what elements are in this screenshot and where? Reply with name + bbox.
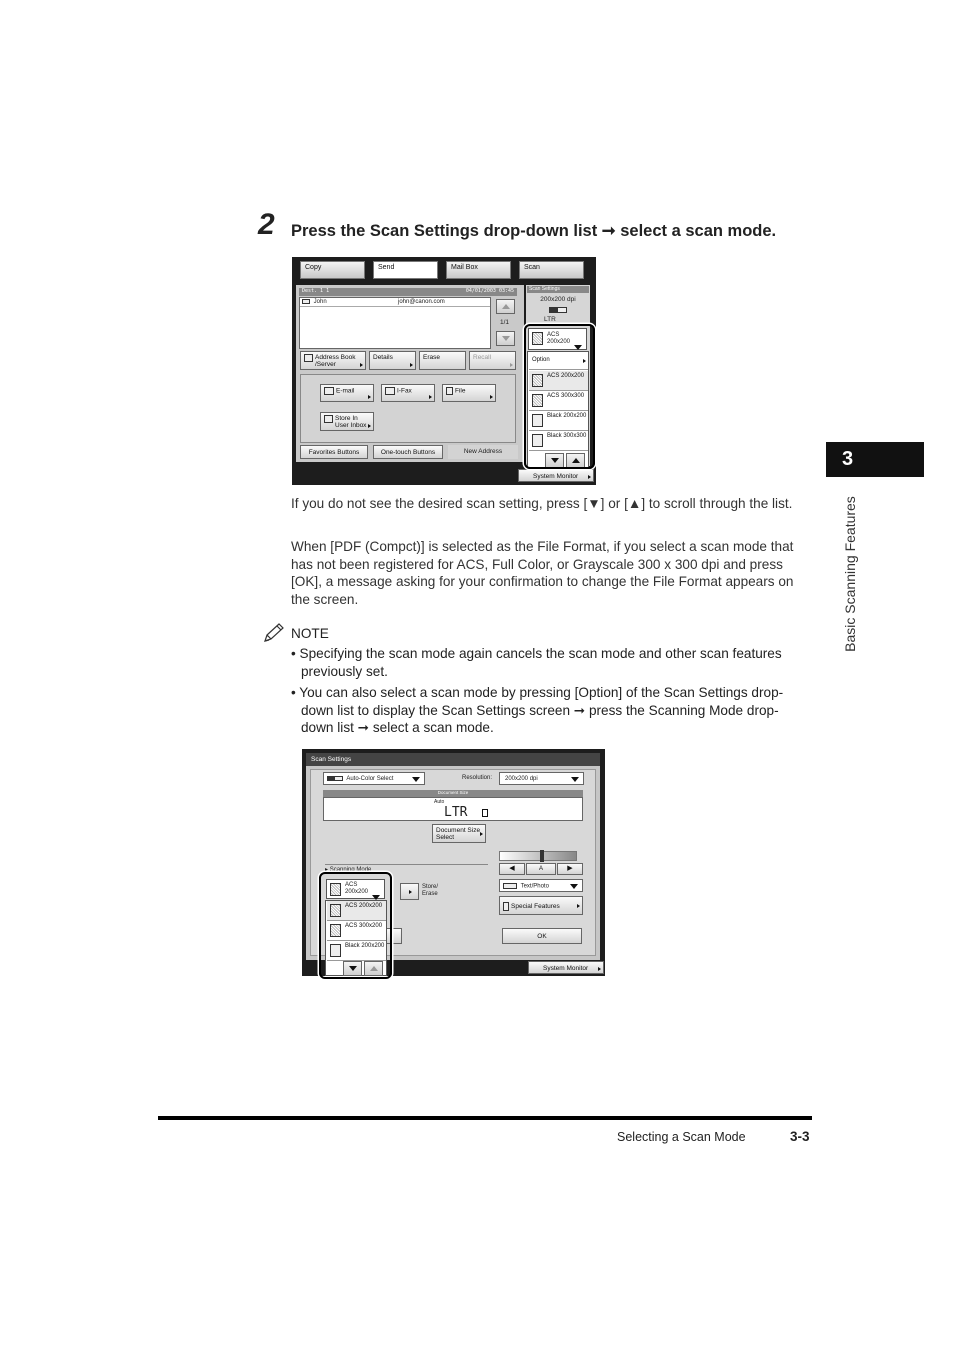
image-type-label: Text/Photo — [520, 883, 549, 890]
document-size-select-label: Document Size Select — [436, 827, 481, 841]
address-book-button[interactable] — [300, 351, 366, 370]
destination-list — [299, 297, 491, 349]
mode-label: ACS 300x300 — [547, 393, 585, 399]
dest-address: john@canon.com — [398, 299, 445, 305]
tab-scan[interactable] — [519, 261, 584, 279]
store-in-inbox-button[interactable] — [320, 412, 374, 431]
mode-label: ACS 200x200 — [345, 903, 383, 909]
system-monitor-label: System Monitor — [543, 965, 589, 972]
tab-send-label: Send — [378, 264, 395, 271]
portrait-icon — [482, 809, 488, 817]
selected-mode-label: ACS 200x200 — [547, 332, 571, 345]
page-counter: 1/1 — [500, 319, 510, 326]
chevron-down-icon — [412, 777, 420, 782]
exposure-auto-label: A — [538, 866, 543, 872]
one-touch-buttons-tab[interactable] — [373, 445, 443, 459]
exposure-scale — [499, 851, 577, 861]
option-label: Option — [532, 357, 550, 363]
note-bullet: • Specifying the scan mode again cancels the scan mode and other scan features previously set. — [291, 646, 782, 679]
note-bullet-text: You can also select a scan mode by pressing [Option] of the Scan Settings drop-down list to display the Scan Settings screen ➞ press the Scanning Mode drop-down list ➞ select a scan mode. — [299, 685, 784, 735]
document-size-header: Document Size — [323, 790, 583, 797]
email-label: E-mail — [336, 387, 355, 395]
list-scroll-down-button[interactable] — [496, 331, 515, 346]
favorites-buttons-tab[interactable] — [300, 445, 368, 459]
list-scroll-up-button[interactable] — [496, 299, 515, 314]
chevron-down-icon — [571, 777, 579, 782]
tab-mail-box[interactable] — [446, 261, 511, 279]
color-mode-icon — [549, 307, 567, 313]
tab-copy[interactable] — [300, 261, 365, 279]
erase-button[interactable] — [419, 351, 466, 370]
size-readout: LTR — [544, 316, 556, 323]
step-instruction: Press the Scan Settings drop-down list ➞ select a scan mode. — [291, 222, 777, 240]
footer-title: Selecting a Scan Mode — [617, 1130, 746, 1144]
chevron-down-icon — [570, 884, 578, 889]
document-size-display — [323, 797, 583, 821]
mode-label: Black 200x200 — [547, 413, 587, 419]
dest-count: Dest. 1 1 — [302, 288, 330, 294]
tab-mail-box-label: Mail Box — [451, 264, 478, 271]
exposure-marker — [540, 850, 544, 862]
dest-name: John — [313, 299, 327, 306]
envelope-icon — [324, 387, 334, 395]
store-erase-label: Store/ Erase — [422, 884, 439, 897]
color-mode-icon — [327, 776, 343, 781]
note-bullet-text: Specifying the scan mode again cancels the scan mode and other scan features previously set. — [299, 646, 782, 679]
resolution-readout: 200x200 dpi — [540, 296, 576, 303]
selected-mode-label: ACS 200x200 — [345, 882, 369, 895]
auto-label: Auto — [434, 799, 445, 805]
mode-label: ACS 200x200 — [547, 373, 585, 379]
footer-rule — [158, 1116, 812, 1120]
recall-button[interactable] — [469, 351, 516, 370]
note-bullet: • You can also select a scan mode by pressing [Option] of the Scan Settings drop-down list to display the Scan Settings screen ➞ press the Scanning Mode drop-down list ➞ select a scan mode. — [291, 685, 784, 735]
new-address-tab[interactable] — [448, 445, 518, 459]
tab-copy-label: Copy — [305, 264, 322, 271]
inbox-icon — [324, 415, 333, 423]
section-label: Basic Scanning Features — [842, 496, 858, 652]
favorites-label: Favorites Buttons — [308, 449, 360, 456]
new-address-label: New Address — [463, 448, 503, 455]
dialog-title: Scan Settings — [306, 753, 600, 766]
ifax-button[interactable] — [381, 384, 435, 402]
mode-label: Black 300x300 — [547, 433, 587, 439]
email-icon — [302, 299, 310, 304]
store-inbox-label: Store In User Inbox — [335, 415, 367, 429]
document-size-value: LTR — [444, 805, 468, 820]
special-features-icon — [503, 902, 509, 911]
ok-label: OK — [537, 933, 547, 940]
store-erase-button[interactable] — [400, 883, 419, 900]
resolution-value: 200x200 dpi — [505, 776, 538, 782]
address-book-label: Address Book /Server — [315, 354, 356, 368]
exposure-auto-button[interactable] — [526, 863, 556, 875]
color-select-dropdown[interactable] — [323, 772, 425, 785]
file-label: File — [455, 387, 466, 395]
highlight-frame — [524, 324, 595, 469]
date-time: 04/01/2003 03:45 — [465, 288, 514, 294]
resolution-label: Resolution: — [462, 775, 493, 781]
special-features-label: Special Features — [511, 903, 560, 911]
mode-label: ACS 300x200 — [345, 923, 383, 929]
down-arrow-icon — [502, 336, 510, 341]
system-monitor-button[interactable] — [518, 469, 594, 482]
send-panel — [296, 285, 524, 462]
up-arrow-icon — [502, 304, 510, 309]
recall-label: Recall — [473, 354, 492, 361]
system-monitor-label: System Monitor — [533, 473, 579, 480]
image-type-dropdown[interactable] — [499, 879, 583, 892]
scanning-mode-label: ▸ Scanning Mode — [325, 864, 488, 873]
address-book-icon — [304, 354, 313, 362]
scan-settings-title: Scan Settings — [527, 286, 589, 293]
mode-label: Black 200x200 — [345, 943, 385, 949]
dest-header — [299, 288, 517, 296]
chapter-tab: 3 — [826, 442, 924, 477]
file-button[interactable] — [442, 384, 496, 402]
one-touch-label: One-touch Buttons — [380, 449, 436, 456]
exposure-darker-button[interactable]: ▶ — [557, 863, 583, 875]
email-button[interactable] — [320, 384, 374, 402]
text-photo-icon — [503, 883, 517, 889]
destination-row[interactable] — [300, 298, 490, 307]
file-icon — [446, 387, 453, 395]
details-button[interactable] — [369, 351, 416, 370]
ifax-label: I-Fax — [397, 387, 412, 395]
step-number: 2 — [258, 208, 275, 241]
details-label: Details — [373, 354, 393, 361]
tab-scan-label: Scan — [524, 264, 540, 271]
tab-send[interactable] — [373, 261, 438, 279]
page-number: 3-3 — [790, 1129, 810, 1144]
highlight-frame — [319, 872, 392, 979]
note-heading: NOTE — [291, 626, 329, 641]
special-features-button[interactable] — [499, 896, 583, 915]
exposure-lighter-button[interactable]: ◀ — [499, 863, 525, 875]
resolution-dropdown[interactable] — [499, 772, 584, 785]
erase-label: Erase — [423, 354, 440, 361]
paragraph: If you do not see the desired scan setting, press [▼] or [▲] to scroll through the list. — [291, 496, 793, 511]
color-select-label: Auto-Color Select — [346, 776, 394, 783]
pencil-icon — [262, 622, 286, 644]
ok-button[interactable] — [502, 928, 582, 944]
system-monitor-button[interactable] — [528, 961, 604, 974]
paragraph: When [PDF (Compct)] is selected as the File Format, if you select a scan mode that has not been registered for ACS, Full Color, or Grayscale 300 x 300 dpi and press [OK], a message asking for your confirmation to change the File Format appears on the screen. — [291, 539, 794, 607]
fax-icon — [385, 387, 395, 395]
document-size-select-button[interactable] — [432, 824, 486, 843]
scanning-mode-text: Scanning Mode — [329, 867, 372, 873]
